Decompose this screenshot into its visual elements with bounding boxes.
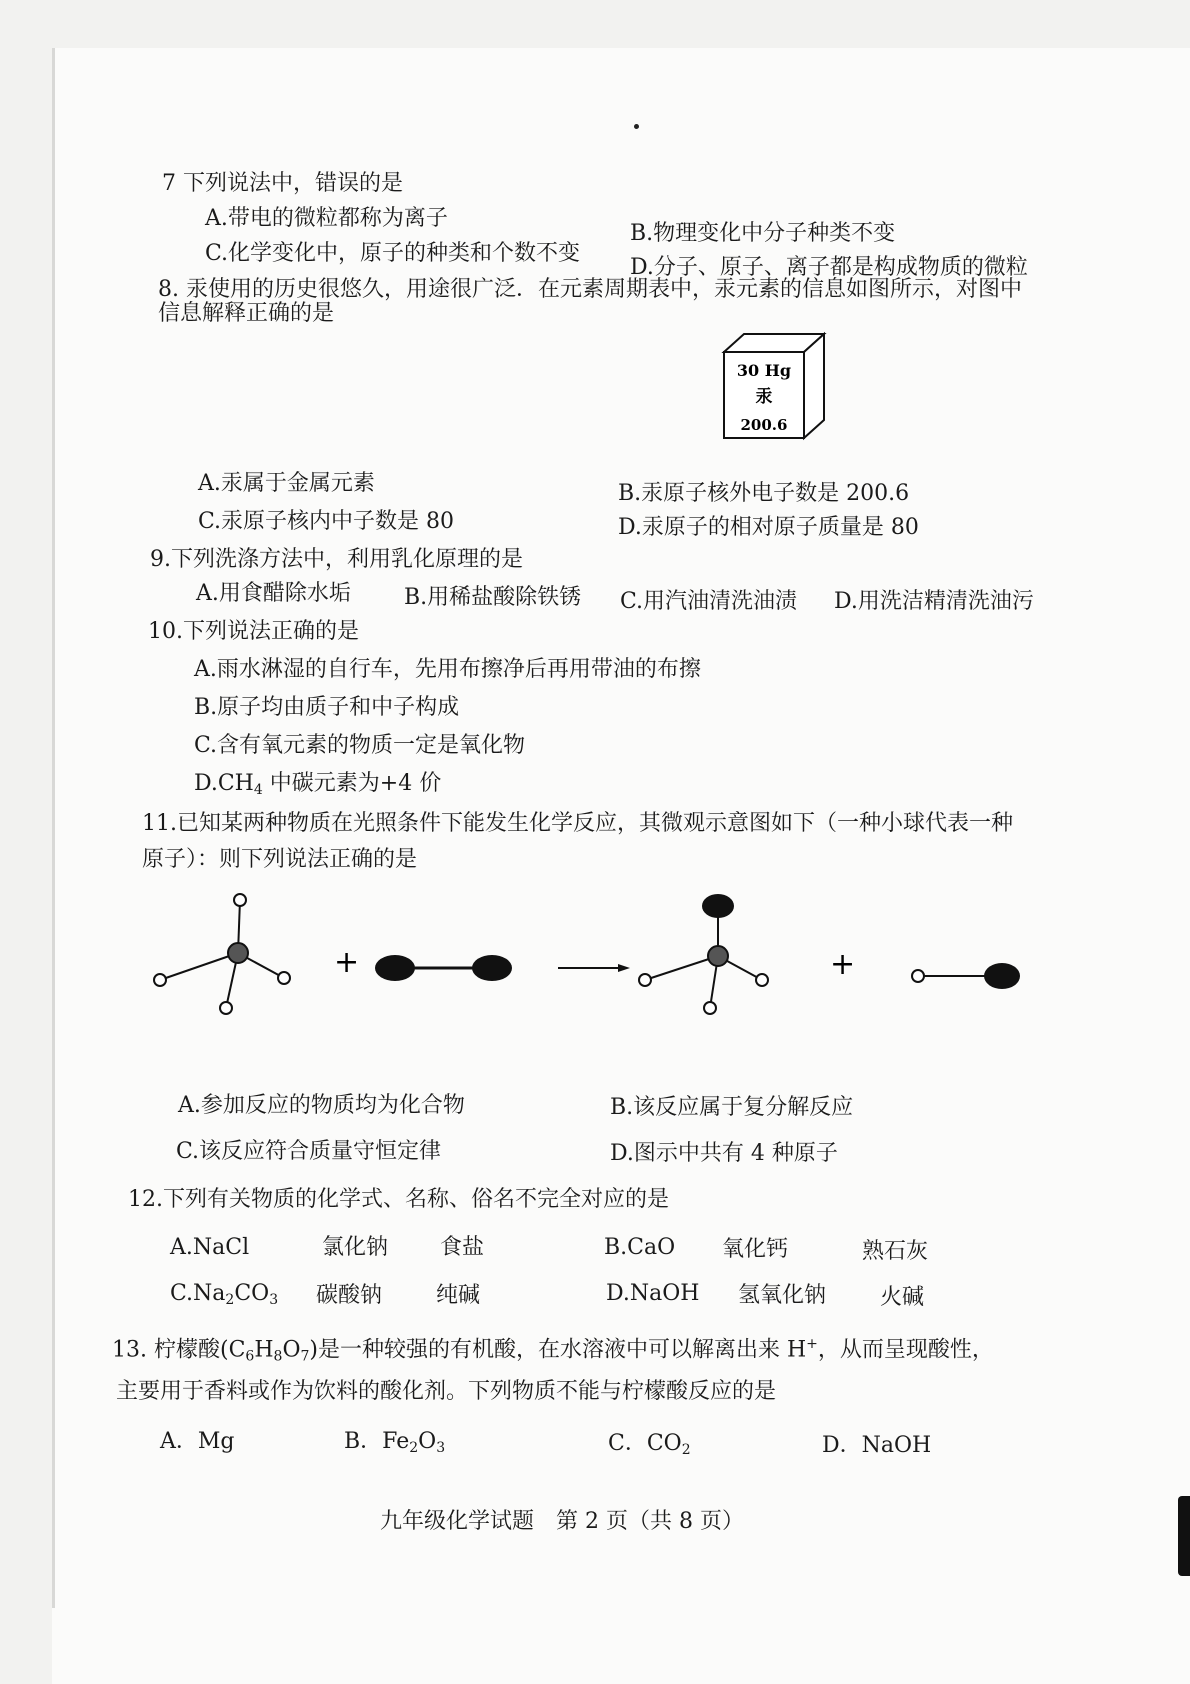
- q11-stem-line2: 原子）：则下列说法正确的是: [142, 847, 418, 872]
- q12-c-common: 纯碱: [436, 1283, 481, 1308]
- q12-d-common: 火碱: [880, 1285, 925, 1310]
- q12-b-common: 熟石灰: [862, 1239, 929, 1264]
- page-fold-shadow: [52, 48, 55, 1608]
- small-diatomic-molecule: [912, 963, 1020, 989]
- q12-d-name: 氢氧化钠: [738, 1283, 827, 1308]
- q11-option-b: B.该反应属于复分解反应: [610, 1095, 854, 1120]
- diatomic-molecule: [375, 955, 512, 981]
- q9-option-a: A.用食醋除水垢: [196, 581, 351, 606]
- q7-option-c: C.化学变化中，原子的种类和个数不变: [205, 241, 581, 266]
- q10-option-b: B.原子均由质子和中子构成: [194, 695, 460, 720]
- q7-option-a: A.带电的微粒都称为离子: [205, 206, 448, 231]
- q12-b-formula: B.CaO: [604, 1235, 676, 1260]
- q12-d-formula: D.NaOH: [606, 1281, 700, 1306]
- q13-option-b: B．$Fe_2O_3$: [344, 1429, 446, 1456]
- q12-c-formula: $C.Na_2CO_3$: [170, 1281, 279, 1308]
- q12-a-name: 氯化钠: [322, 1235, 389, 1260]
- q12-stem: 12.下列有关物质的化学式、名称、俗名不完全对应的是: [128, 1187, 669, 1212]
- page-edge-tab: [1178, 1496, 1190, 1576]
- q7-option-b: B.物理变化中分子种类不变: [630, 221, 896, 246]
- q13-option-d: D．NaOH: [822, 1433, 932, 1458]
- q8-stem-line1: 8. 汞使用的历史很悠久，用途很广泛．在元素周期表中，汞元素的信息如图所示，对图中: [158, 277, 1022, 302]
- q7-option-d: D.分子、原子、离子都是构成物质的微粒: [630, 255, 1028, 280]
- element-number-symbol: 30 Hg: [736, 361, 792, 380]
- q9-option-d: D.用洗洁精清洗油污: [834, 589, 1034, 614]
- element-name: 汞: [755, 387, 773, 407]
- q13-option-a: A．Mg: [160, 1429, 235, 1454]
- q10-option-c: C.含有氧元素的物质一定是氧化物: [194, 733, 526, 758]
- q8-option-b: B.汞原子核外电子数是 200.6: [618, 481, 910, 506]
- ink-dot: [634, 124, 639, 129]
- q11-option-c: C.该反应符合质量守恒定律: [176, 1139, 442, 1164]
- q7-stem: 7 下列说法中，错误的是: [162, 171, 403, 196]
- mercury-element-card: [716, 330, 832, 442]
- q13-stem-line1: 13. 柠檬酸$(C_6H_8O_7)$是一种较强的有机酸，在水溶液中可以解离出来 H+，从而呈现酸性，: [112, 1336, 994, 1365]
- q11-option-d: D.图示中共有 4 种原子: [610, 1141, 838, 1166]
- q10-stem: 10.下列说法正确的是: [148, 619, 359, 644]
- q9-option-c: C.用汽油清洗油渍: [620, 589, 798, 614]
- q8-stem-line2: 信息解释正确的是: [158, 301, 335, 326]
- q8-option-c: C.汞原子核内中子数是 80: [198, 509, 455, 534]
- q12-c-name: 碳酸钠: [316, 1283, 383, 1308]
- substituted-molecule: [639, 894, 768, 1014]
- page-footer: 九年级化学试题 第 2 页（共 8 页）: [380, 1509, 744, 1534]
- q11-option-a: A.参加反应的物质均为化合物: [178, 1093, 465, 1118]
- q10-option-a: A.雨水淋湿的自行车，先用布擦净后再用带油的布擦: [194, 657, 701, 682]
- q13-option-c: C．$CO_2$: [608, 1431, 691, 1458]
- methane-like-molecule: [154, 894, 290, 1014]
- q9-stem: 9.下列洗涤方法中，利用乳化原理的是: [150, 547, 523, 572]
- q9-option-b: B.用稀盐酸除铁锈: [404, 585, 582, 610]
- q12-a-common: 食盐: [440, 1235, 485, 1260]
- reaction-micro-diagram: [140, 888, 1060, 1038]
- plus-sign-2: +: [830, 947, 856, 982]
- q8-option-a: A.汞属于金属元素: [198, 471, 375, 496]
- q11-stem-line1: 11.已知某两种物质在光照条件下能发生化学反应，其微观示意图如下（一种小球代表一种: [142, 811, 1013, 836]
- reaction-arrow: [558, 964, 630, 972]
- element-mass: 200.6: [740, 416, 788, 434]
- q10-option-d: $D.CH_4$ 中碳元素为+4 价: [194, 771, 442, 798]
- q13-stem-line2: 主要用于香料或作为饮料的酸化剂。下列物质不能与柠檬酸反应的是: [116, 1379, 777, 1404]
- plus-sign-1: +: [334, 945, 360, 980]
- q12-a-formula: A.NaCl: [170, 1235, 250, 1260]
- q8-option-d: D.汞原子的相对原子质量是 80: [618, 515, 919, 540]
- q12-b-name: 氧化钙: [722, 1237, 789, 1262]
